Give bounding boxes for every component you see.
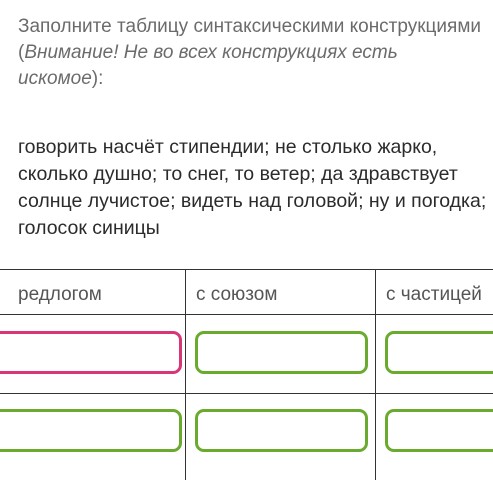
phrases-list: говорить насчёт стипендии; не столько жарко, сколько душно; то снег, то ветер; да здравствует солнце лучистое; видеть над головой; ну и погодка; голосок синицы [18,136,487,239]
task-instruction [18,14,488,92]
instruction-main: Заполните таблицу синтаксическими конструкциями ( [18,16,482,63]
column-header-chastitsa: с частицей [386,284,482,305]
column-header-soyuz: с союзом [196,284,278,305]
drop-slot-predlog-2[interactable] [0,409,182,452]
column-header-predlog: редлогом [18,284,102,305]
instruction-end: ): [91,68,104,89]
table-divider [375,269,376,480]
drop-slot-chastitsa-1[interactable] [385,331,493,374]
table-divider [185,269,186,480]
table-border-header [0,314,493,315]
table-border-top [0,269,493,270]
drop-slot-soyuz-1[interactable] [195,331,368,374]
drop-slot-soyuz-2[interactable] [195,409,368,452]
drop-slot-predlog-1[interactable] [0,331,182,374]
drop-slot-chastitsa-2[interactable] [385,409,493,452]
instruction-note: Внимание! Не во всех конструкциях есть искомое [18,42,398,89]
table-border-row [0,393,493,394]
